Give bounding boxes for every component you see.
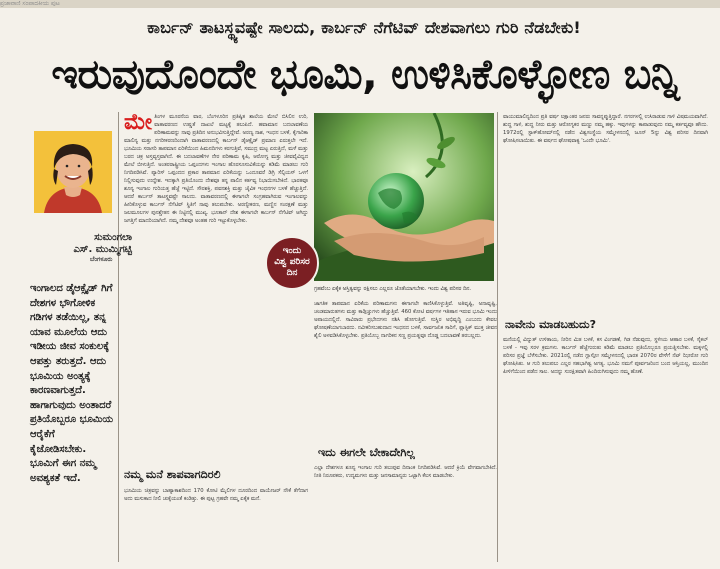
section-subhead: ನಮ್ಮ ಮನೆ ಶಾಪವಾಗದಿರಲಿ bbox=[124, 468, 221, 481]
top-strip bbox=[0, 0, 720, 8]
section-subhead: ಇದು ಈಗಲೇ ಬೇಕಾದೇಗಿಲ್ಲ bbox=[318, 446, 415, 459]
drop-cap: ಮೇ bbox=[124, 113, 153, 135]
top-strip-text: ಪ್ರಜಾವಾಣಿ ಸಂಪಾದಕೀಯ ಪುಟ bbox=[0, 0, 60, 7]
author-name-line2: ಎಸ್. ಮುಮ್ಮಿಗಟ್ಟಿ bbox=[73, 244, 132, 255]
column-3-tail-text: ಮನೆಯಲ್ಲಿ ವಿದ್ಯುತ್ ಉಳಿತಾಯ, ನೀರಿನ ಮಿತ ಬಳಕೆ, ಕಸ ವಿಂಗಡಣೆ, ಗಿಡ ನೆಡುವುದು, ಸ್ಥಳೀಯ ಆಹಾರ ಬಳಕೆ, ಸೈಕಲ್ ಬಳಕೆ - ಇವು ಸರಳ ಕ್ರಮಗಳು. ಕಾರ್ಬನ್ ಹೆಜ್ಜೆಗುರುತು ಕಡಿಮೆ ಮಾಡಲು ಪ್ರತಿಯೊಬ್ಬರೂ ಪ್ರಯತ್ನಿಸಬೇಕು. ಮಕ್ಕಳಲ್ಲಿ ಪರಿಸರ ಪ್ರಜ್ಞೆ ಬೆಳೆಸಬೇಕು. 2021ರಲ್ಲಿ ನಡೆದ ಗ್ಲಾಸ್ಗೋ ಸಮ್ಮೇಳನದಲ್ಲಿ ಭಾರತ 2070ರ ವೇಳೆಗೆ ನೆಟ್ ಝೀರೋ ಗುರಿ ಘೋಷಿಸಿತು. ಆ ಗುರಿ ತಲುಪಲು ಎಲ್ಲರ ಸಹಭಾಗಿತ್ವ ಅಗತ್ಯ. ಭೂಮಿ ನಮಗೆ ಪೂರ್ವಜರಿಂದ ಬಂದ ಆಸ್ತಿಯಲ್ಲ, ಮುಂದಿನ ಪೀಳಿಗೆಯಿಂದ ಪಡೆದ ಸಾಲ. ಅದನ್ನು ಸುರಕ್ಷಿತವಾಗಿ ಹಿಂದಿರುಗಿಸುವುದು ನಮ್ಮ ಹೊಣೆ. bbox=[503, 337, 708, 375]
article-column-1 bbox=[124, 113, 308, 465]
author-city: ಬೆಂಗಳೂರು bbox=[90, 256, 113, 263]
badge-line2: ವಿಶ್ವ ಪರಿಸರ bbox=[274, 257, 310, 267]
headline: ಇರುವುದೊಂದೇ ಭೂಮಿ, ಉಳಿಸಿಕೊಳ್ಳೋಣ ಬನ್ನಿ bbox=[51, 50, 679, 98]
pull-quote: ಇಂಗಾಲದ ಡೈಆಕ್ಸೈಡ್ ಗಿಗೆ ದೇಶಗಳ ಭೌಗೋಳಿಕ ಗಡಿಗಳ ತಡೆಯಿಲ್ಲ, ತನ್ನ ಯಾವ ಮೂಲೆಯ ಆದು ಇಡೀಯ ಜೀವ ಸಂಕುಲಕ್ಕೆ ಆಪತ್ತು ತರುತ್ತದೆ. ಆದು ಭೂಮಿಯ ಅಂತ್ಯಕ್ಕೆ ಕಾರಣವಾಗುತ್ತದೆ. ಹಾಗಾಗುವುದು ಅಂತಾದರೆ ಪ್ರತಿಯೊಬ್ಬರೂ ಭೂಮಿಯ ಆರೈಕೆಗೆ ಕೈಜೋಡಿಸಬೇಕು. ಭೂಮಿಗೆ ಈಗ ನಮ್ಮ ಅವಶ್ಯಕತೆ ಇದೆ. bbox=[30, 283, 114, 484]
image-caption: ಗ್ರಹವೆಂಬ ಏಕೈಕ ಅಸ್ತಿತ್ವವನ್ನು ರಕ್ಷಿಸಲು ಎಲ್ಲರೂ ಜೊತೆಯಾಗಬೇಕು. ಇಂದು ವಿಶ್ವ ಪರಿಸರ ದಿನ. bbox=[314, 286, 472, 292]
article-column-3-continued bbox=[503, 336, 708, 564]
hero-image bbox=[314, 113, 494, 281]
section-subhead: ನಾವೇನು ಮಾಡಬಹುದು? bbox=[505, 318, 597, 331]
column-rule bbox=[497, 112, 498, 562]
author-photo bbox=[34, 131, 112, 213]
column-3-text: ವಾಯುಮಾಲಿನ್ಯದಿಂದ ಪ್ರತಿ ವರ್ಷ ಲಕ್ಷಾಂತರ ಜನರು ಸಾವನ್ನಪ್ಪುತ್ತಿದ್ದಾರೆ. ನಗರಗಳಲ್ಲಿ ಉಸಿರಾಡುವ ಗಾಳಿ ವಿಷಮಯವಾಗಿದೆ. ಶುದ್ಧ ಗಾಳಿ, ಶುದ್ಧ ನೀರು ಮತ್ತು ಆರೋಗ್ಯಕರ ಮಣ್ಣು ನಮ್ಮ ಹಕ್ಕು. ಇವುಗಳನ್ನು ಕಾಪಾಡುವುದು ನಮ್ಮ ಕರ್ತವ್ಯವೂ ಹೌದು. 1972ರಲ್ಲಿ ಸ್ಟಾಕ್‌ಹೋಮ್‌ನಲ್ಲಿ ನಡೆದ ವಿಶ್ವಸಂಸ್ಥೆಯ ಸಮ್ಮೇಳನದಲ್ಲಿ ಜೂನ್ 5ನ್ನು ವಿಶ್ವ ಪರಿಸರ ದಿನವಾಗಿ ಘೋಷಿಸಲಾಯಿತು. ಈ ವರ್ಷದ ಘೋಷವಾಕ್ಯ 'ಒಂದೇ ಭೂಮಿ'. bbox=[503, 114, 708, 144]
article-column-3 bbox=[503, 113, 708, 313]
badge-line3: ದಿನ bbox=[286, 268, 298, 278]
badge-line1: ಇಂದು bbox=[282, 246, 302, 256]
column-1-tail-text: ಭೂಮಿಯ ಚಿತ್ರವನ್ನು ಬಾಹ್ಯಾಕಾಶದಿಂದ 170 ಕೋಟಿ ಮೈಲಿಗಳ ದೂರದಿಂದ ವಾಯೇಜರ್ ನೌಕೆ ತೆಗೆದಾಗ ಅದು ಮಸುಕಾದ ನೀಲಿ ಚುಕ್ಕೆಯಂತೆ ಕಂಡಿತ್ತು. ಈ ಪುಟ್ಟ ಗ್ರಹವೇ ನಮ್ಮ ಏಕೈಕ ಮನೆ. bbox=[124, 488, 308, 502]
world-environment-day-badge bbox=[265, 236, 319, 290]
article-column-1-continued bbox=[124, 487, 308, 563]
article-column-2-continued bbox=[314, 464, 497, 564]
column-1-text: ತಿಂಗಳ ಮೂರನೆಯ ವಾರ, ಬೆಂಗಳೂರಿನ ಪ್ರತಿಷ್ಠಿತ ಶಾಲೆಯ ಮೇಲೆ ಬಿಸಿಲಿನ ಉರಿ, ವಾತಾವರಣದ ಉಷ್ಣತೆ ದಾಖಲೆ ಮಟ್ಟಕ್ಕೆ ತಲುಪಿದೆ. ಹವಾಮಾನ ಬದಲಾವಣೆಯ ಪರಿಣಾಮವನ್ನು ನಾವು ಪ್ರತಿದಿನ ಅನುಭವಿಸುತ್ತಿದ್ದೇವೆ. ಅರಣ್ಯ ನಾಶ, ಇಂಧನ ಬಳಕೆ, ಕೈಗಾರಿಕಾ ಮಾಲಿನ್ಯ ಮತ್ತು ನಗರೀಕರಣದಿಂದಾಗಿ ವಾತಾವರಣದಲ್ಲಿ ಕಾರ್ಬನ್ ಡೈಆಕ್ಸೈಡ್ ಪ್ರಮಾಣ ಏರುತ್ತಲೇ ಇದೆ. ಭೂಮಿಯ ಸರಾಸರಿ ತಾಪಮಾನ ಏರಿಕೆಯಿಂದ ಹಿಮನದಿಗಳು ಕರಗುತ್ತಿವೆ, ಸಮುದ್ರ ಮಟ್ಟ ಏರುತ್ತಿದೆ, ಮಳೆ ಮತ್ತು ಬರದ ಚಕ್ರ ಅಸ್ತವ್ಯಸ್ತವಾಗಿದೆ. ಈ ಬದಲಾವಣೆಗಳ ನೇರ ಪರಿಣಾಮ ಕೃಷಿ, ಆರೋಗ್ಯ ಮತ್ತು ಜೀವವೈವಿಧ್ಯದ ಮೇಲೆ ಬೀಳುತ್ತಿದೆ. ಅಂತರರಾಷ್ಟ್ರೀಯ ಒಪ್ಪಂದಗಳು ಇಂಗಾಲ ಹೊರಸೂಸುವಿಕೆಯನ್ನು ಕಡಿಮೆ ಮಾಡಲು ಗುರಿ ನಿಗದಿಪಡಿಸಿವೆ. ಪ್ಯಾರಿಸ್ ಒಪ್ಪಂದದ ಪ್ರಕಾರ ತಾಪಮಾನ ಏರಿಕೆಯನ್ನು ಒಂದೂವರೆ ಡಿಗ್ರಿ ಸೆಲ್ಸಿಯಸ್ ಒಳಗೆ ನಿಲ್ಲಿಸುವುದು ಉದ್ದೇಶ. ಇದಕ್ಕಾಗಿ ಪ್ರತಿಯೊಂದು ದೇಶವೂ ತನ್ನ ಪಾಲಿನ ಕರ್ತವ್ಯ ನಿಭಾಯಿಸಬೇಕಿದೆ. ಭಾರತವೂ ಶೂನ್ಯ ಇಂಗಾಲ ಗುರಿಯತ್ತ ಹೆಜ್ಜೆ ಇಟ್ಟಿದೆ. ಸೌರಶಕ್ತಿ, ಪವನಶಕ್ತಿ ಮತ್ತು ಜೈವಿಕ ಇಂಧನಗಳ ಬಳಕೆ ಹೆಚ್ಚುತ್ತಿದೆ. ಆದರೆ ಕಾರ್ಬನ್ ತಾಟಸ್ಥ್ಯವಷ್ಟೇ ಸಾಲದು. ವಾತಾವರಣದಲ್ಲಿ ಈಗಾಗಲೇ ಸಂಗ್ರಹವಾಗಿರುವ ಇಂಗಾಲವನ್ನು ಹೀರಿಕೊಳ್ಳುವ ಕಾರ್ಬನ್ ನೆಗೆಟಿವ್ ಸ್ಥಿತಿಗೆ ನಾವು ತಲುಪಬೇಕು. ಅರಣ್ಯೀಕರಣ, ಮಣ್ಣಿನ ಸಂರಕ್ಷಣೆ ಮತ್ತು ಜಲಮೂಲಗಳ ಪುನಶ್ಚೇತನ ಈ ನಿಟ್ಟಿನಲ್ಲಿ ಮುಖ್ಯ. ಭೂತಾನ್ ದೇಶ ಈಗಾಗಲೇ ಕಾರ್ಬನ್ ನೆಗೆಟಿವ್ ಆಗಿದ್ದು ಜಗತ್ತಿಗೆ ಮಾದರಿಯಾಗಿದೆ. ನಮ್ಮ ದೇಶವೂ ಅಂತಹ ಗುರಿ ಇಟ್ಟುಕೊಳ್ಳಬೇಕು. bbox=[124, 114, 308, 224]
column-2-tail-text: ಎಲ್ಲಾ ದೇಶಗಳೂ ಶೂನ್ಯ ಇಂಗಾಲ ಗುರಿ ತಲುಪುವ ದಿನಾಂಕ ನಿಗದಿಪಡಿಸಿವೆ. ಆದರೆ ಕ್ರಿಯೆ ವೇಗವಾಗಬೇಕಿದೆ. ನೀತಿ ನಿರೂಪಕರು, ಉದ್ಯಮಗಳು ಮತ್ತು ಜನಸಾಮಾನ್ಯರು ಒಟ್ಟಾಗಿ ಕೆಲಸ ಮಾಡಬೇಕು. bbox=[314, 465, 497, 479]
kicker: ಕಾರ್ಬನ್ ತಾಟಸ್ಥ್ಯವಷ್ಟೇ ಸಾಲದು, ಕಾರ್ಬನ್ ನೆಗೆಟಿವ್ ದೇಶವಾಗಲು ಗುರಿ ನೆಡಬೇಕು! bbox=[147, 18, 581, 37]
column-rule bbox=[118, 112, 119, 562]
author-name bbox=[44, 232, 132, 256]
author-name-line1: ಸುಮಂಗಲಾ bbox=[94, 232, 132, 243]
column-2-text: ಜಾಗತಿಕ ತಾಪಮಾನ ಏರಿಕೆಯ ಪರಿಣಾಮಗಳು ಈಗಾಗಲೇ ಕಾಣಿಸಿಕೊಳ್ಳುತ್ತಿವೆ. ಅತಿವೃಷ್ಟಿ, ಅನಾವೃಷ್ಟಿ, ಚಂಡಮಾರುತಗಳು ಮತ್ತು ಕಾಡ್ಗಿಚ್ಚುಗಳು ಹೆಚ್ಚುತ್ತಿವೆ. 460 ಕೋಟಿ ವರ್ಷಗಳ ಇತಿಹಾಸ ಇರುವ ಭೂಮಿ ಇಂದು ಅಪಾಯದಲ್ಲಿದೆ. ಸಾವಿರಾರು ಪ್ರಭೇದಗಳು ನಶಿಸಿ ಹೋಗುತ್ತಿವೆ. ಸುಸ್ಥಿರ ಅಭಿವೃದ್ಧಿ ಎಂಬುದು ಕೇವಲ ಘೋಷಣೆಯಾಗಬಾರದು. ನವೀಕರಿಸಬಹುದಾದ ಇಂಧನದ ಬಳಕೆ, ಸಾರ್ವಜನಿಕ ಸಾರಿಗೆ, ಪ್ಲಾಸ್ಟಿಕ್ ಮುಕ್ತ ಜೀವನ ಶೈಲಿ ಅಳವಡಿಸಿಕೊಳ್ಳಬೇಕು. ಪ್ರತಿಯೊಬ್ಬ ನಾಗರಿಕನ ಸಣ್ಣ ಪ್ರಯತ್ನವೂ ದೊಡ್ಡ ಬದಲಾವಣೆ ತರಬಲ್ಲದು. bbox=[314, 301, 497, 339]
article-column-2 bbox=[314, 300, 497, 440]
